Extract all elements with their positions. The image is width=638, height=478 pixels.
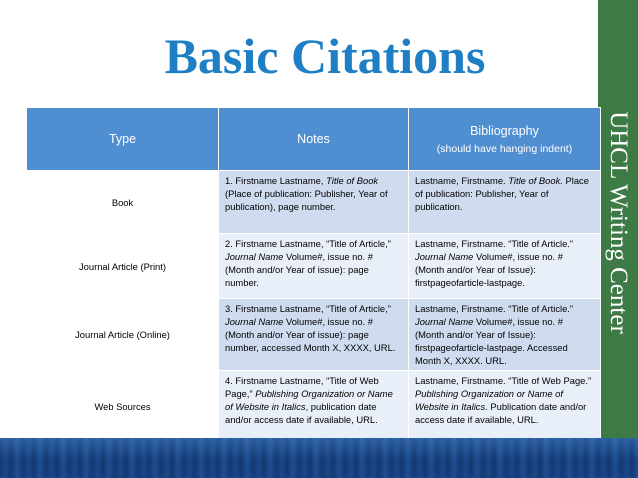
citations-table <box>26 107 601 442</box>
notes-cell <box>219 371 409 442</box>
italic-text: Title of Book. <box>508 175 563 186</box>
table-row <box>27 171 601 234</box>
italic-text: Journal Name <box>225 251 284 262</box>
notes-cell <box>219 234 409 299</box>
slide-title: Basic Citations <box>164 28 486 84</box>
notes-cell <box>219 171 409 234</box>
text-run: , publication date and/or access date if available, URL. <box>225 401 378 425</box>
text-run: 3. Firstname Lastname, “Title of Article,” <box>225 303 391 314</box>
bottom-band <box>0 438 638 478</box>
text-run: Volume#, issue no. # (Month and/or Year of issue): page number. <box>225 251 374 288</box>
bibliography-cell <box>409 171 601 234</box>
italic-text: Publishing Organization or Name of Website in Italics <box>415 388 563 412</box>
bibliography-cell <box>409 299 601 371</box>
table-row <box>27 299 601 371</box>
bibliography-cell <box>409 371 601 442</box>
italic-text: Publishing Organization or Name of Website in Italics <box>225 388 393 412</box>
header-notes-label: Notes <box>297 132 330 146</box>
text-run: Lastname, Firstname. <box>415 175 509 186</box>
header-type <box>27 108 219 171</box>
text-run: Lastname, Firstname. “Title of Article.” <box>415 238 574 249</box>
text-run: 4. Firstname Lastname, “Title of Web Page,” <box>225 375 379 399</box>
header-type-label: Type <box>108 132 137 146</box>
text-run: Place of publication: Publisher, Year of publication. <box>415 175 589 212</box>
text-run: Lastname, Firstname. “Title of Article.” <box>415 303 574 314</box>
header-bibliography-note: (should have hanging indent) <box>436 142 573 155</box>
text-run: (Place of publication: Publisher, Year of publication), page number. <box>225 188 388 212</box>
header-notes <box>219 108 409 171</box>
italic-text: Title of Book <box>326 175 379 186</box>
header-row <box>27 108 601 171</box>
text-run: 2. Firstname Lastname, “Title of Article,” <box>225 238 391 249</box>
bibliography-cell <box>409 234 601 299</box>
text-run: Volume#, issue no. # (Month and/or Year of Issue): firstpageofarticle-lastpage. Accessed Month X, XXXX. URL. <box>415 316 568 366</box>
type-cell: Journal Article (Print) <box>27 234 219 299</box>
type-cell: Web Sources <box>27 371 219 442</box>
side-band <box>598 0 638 445</box>
text-run: Lastname, Firstname. “Title of Web Page.” <box>415 375 592 386</box>
text-run: Volume#, issue no. # (Month and/or Year of issue): page number, accessed Month X, XXXX, URL. <box>225 316 396 353</box>
text-run: Volume#, issue no. # (Month and/or Year of Issue): firstpageofarticle-lastpage. <box>415 251 564 288</box>
header-bibliography-label: Bibliography <box>470 123 539 138</box>
italic-text: Journal Name <box>415 316 474 327</box>
type-cell: Journal Article (Online) <box>27 299 219 371</box>
notes-cell <box>219 299 409 371</box>
table-row <box>27 234 601 299</box>
italic-text: Journal Name <box>225 316 284 327</box>
italic-text: Journal Name <box>415 251 474 262</box>
table-row <box>27 371 601 442</box>
header-bibliography <box>409 108 601 171</box>
text-run: 1. Firstname Lastname, <box>225 175 327 186</box>
text-run: . Publication date and/or access date if available, URL. <box>415 401 587 425</box>
side-label: UHCL Writing Center <box>605 111 632 334</box>
type-cell: Book <box>27 171 219 234</box>
